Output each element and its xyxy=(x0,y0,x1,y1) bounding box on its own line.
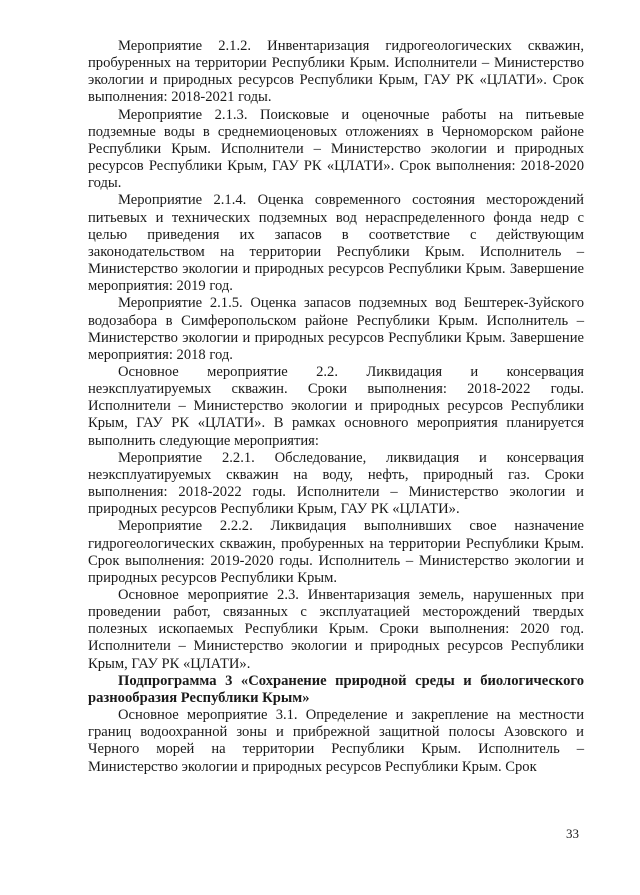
paragraph-2-2-2: Мероприятие 2.2.2. Ликвидация выполнивших свое назначение гидрогеологических скважин, пробуренных на территории Республики Крым. Срок выполнения: 2019-2020 годы. Исполнитель – Министерство экологии и природных ресурсов Республики Крым. xyxy=(88,518,584,586)
page-number: 33 xyxy=(566,826,579,841)
subprogram-heading: Подпрограмма 3 «Сохранение природной среды и биологического разнообразия Республики Крым» xyxy=(88,672,584,706)
paragraph-2-2-1: Мероприятие 2.2.1. Обследование, ликвидация и консервация неэксплуатируемых скважин на воду, нефть, природный газ. Сроки выполнения: 2018-2022 годы. Исполнители – Министерство экологии и природных ресурсов Республики Крым, ГАУ РК «ЦЛАТИ». xyxy=(88,449,584,518)
paragraph-2-1-3: Мероприятие 2.1.3. Поисковые и оценочные работы на питьевые подземные воды в среднемиоценовых отложениях в Черноморском районе Республики Крым. Исполнители – Министерство экологии и природных ресурсов Республики Крым, ГАУ РК «ЦЛАТИ». Срок выполнения: 2018-2020 годы. xyxy=(88,106,584,192)
paragraph-3-1: Основное мероприятие 3.1. Определение и закрепление на местности границ водоохранной зоны и прибрежной защитной полосы Азовского и Черного морей на территории Республики Крым. Исполнитель – Министерство экологии и природных ресурсов Республики Крым. Срок xyxy=(88,707,584,775)
document-page xyxy=(88,38,584,776)
paragraph-2-1-4: Мероприятие 2.1.4. Оценка современного состояния месторождений питьевых и технических подземных вод нераспределенного фонда недр с целью приведения их запасов в соответствие с действующим законодательством на территории Республики Крым. Исполнитель – Министерство экологии и природных ресурсов Республики Крым. Завершение мероприятия: 2019 год. xyxy=(88,192,584,295)
paragraph-2-2: Основное мероприятие 2.2. Ликвидация и консервация неэксплуатируемых скважин. Сроки выполнения: 2018-2022 годы. Исполнители – Министерство экологии и природных ресурсов Республики Крым, ГАУ РК «ЦЛАТИ». В рамках основного мероприятия планируется выполнить следующие мероприятия: xyxy=(88,363,584,449)
paragraph-2-1-2: Мероприятие 2.1.2. Инвентаризация гидрогеологических скважин, пробуренных на территории Республики Крым. Исполнители – Министерство экологии и природных ресурсов Республики Крым, ГАУ РК «ЦЛАТИ». Срок выполнения: 2018-2021 годы. xyxy=(88,38,584,106)
paragraph-2-3: Основное мероприятие 2.3. Инвентаризация земель, нарушенных при проведении работ, связанных с эксплуатацией месторождений твердых полезных ископаемых Республики Крым. Сроки выполнения: 2020 год. Исполнители – Министерство экологии и природных ресурсов Республики Крым, ГАУ РК «ЦЛАТИ». xyxy=(88,587,584,672)
paragraph-2-1-5: Мероприятие 2.1.5. Оценка запасов подземных вод Бештерек-Зуйского водозабора в Симферопольском районе Республики Крым. Исполнитель – Министерство экологии и природных ресурсов Республики Крым. Завершение мероприятия: 2018 год. xyxy=(88,295,584,363)
